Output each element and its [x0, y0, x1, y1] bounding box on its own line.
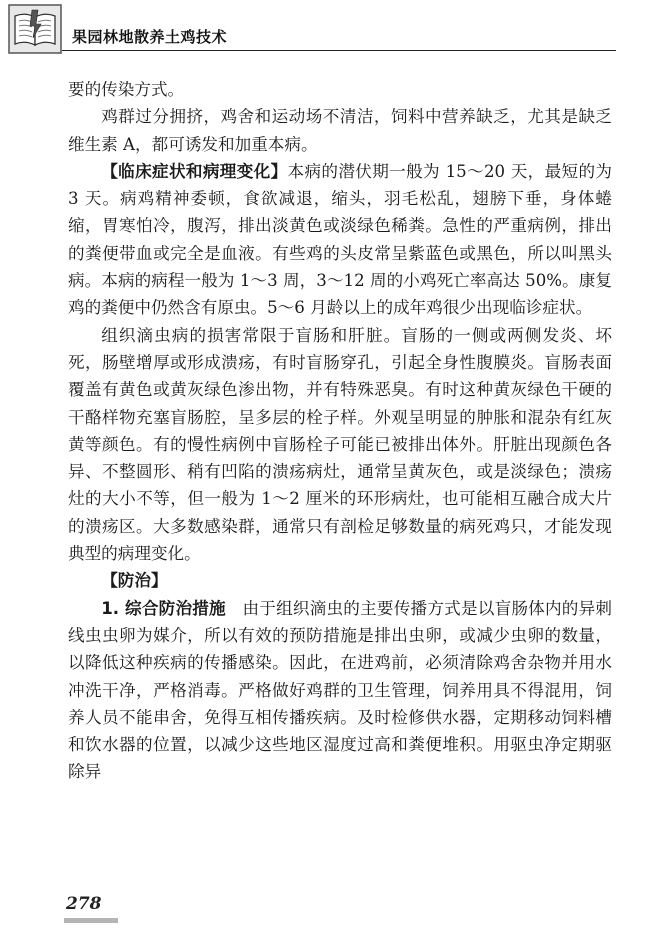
- header-divider: [62, 50, 616, 51]
- running-header-title: 果园林地散养土鸡技术: [72, 28, 228, 46]
- paragraph-5: [68, 567, 612, 594]
- paragraph-3-text: 本病的潜伏期一般为 15～20 天，最短的为 3 天。病鸡精神委顿，食欲减退，缩头，羽毛松乱，翅膀下垂，身体蜷缩，胃寒怕冷，腹泻，排出淡黄色或淡绿色稀粪。急性的严重病例，排出的粪便带血或完全是血液。有些鸡的头皮常呈紫蓝色或黑色，所以叫黑头病。本病的病程一般为 1～3 周，3～12 周的小鸡死亡率高达 50%。康复鸡的粪便中仍然含有原虫。5～6 月龄以上的成年鸡很少出现临诊症状。: [68, 161, 613, 318]
- open-book-icon: [8, 4, 62, 54]
- paragraph-4: 组织滴虫病的损害常限于盲肠和肝脏。盲肠的一侧或两侧发炎、坏死，肠壁增厚或形成溃疡，有时盲肠穿孔，引起全身性腹膜炎。盲肠表面覆盖有黄色或黄灰绿色渗出物，并有特殊恶臭。有时这种黄灰绿色干硬的干酪样物充塞盲肠腔，呈多层的栓子样。外观呈明显的肿胀和混杂有红灰黄等颜色。有的慢性病例中盲肠栓子可能已被排出体外。肝脏出现颜色各异、不整圆形、稍有凹陷的溃疡病灶，通常呈黄灰色，或是淡绿色；溃疡灶的大小不等，但一般为 1～2 厘米的环形病灶，也可能相互融合成大片的溃疡区。大多数感染群，通常只有剖检足够数量的病死鸡只，才能发现典型的病理变化。: [68, 325, 612, 564]
- subheading-measures: 1. 综合防治措施: [101, 598, 226, 618]
- paragraph-1: 要的传染方式。: [68, 80, 185, 99]
- paragraph-6-text: 由于组织滴虫的主要传播方式是以盲肠体内的异刺线虫虫卵为媒介，所以有效的预防措施是排出虫卵，或减少虫卵的数量，以降低这种疾病的传播感染。因此，在进鸡前，必须清除鸡舍杂物并用水冲洗干净，严格消毒。严格做好鸡群的卫生管理，饲养用具不得混用，饲养人员不能串舍，免得互相传播疾病。及时检修供水器，定期移动饲料槽和饮水器的位置，以减少这些地区湿度过高和粪便堆积。用驱虫净定期驱除异: [68, 598, 612, 782]
- section-heading-prevention: 【防治】: [101, 571, 168, 591]
- page-body: [68, 76, 612, 786]
- paragraph-2: 鸡群过分拥挤，鸡舍和运动场不清洁，饲料中营养缺乏，尤其是缺乏维生素 A，都可诱发和加重本病。: [68, 107, 612, 154]
- page-number: 278: [66, 894, 102, 914]
- page-number-underline: [64, 918, 118, 923]
- page-header: [0, 0, 660, 62]
- section-heading-clinical: 【临床症状和病理变化】: [101, 161, 288, 181]
- paragraph-6: [68, 595, 612, 786]
- paragraph-3: [68, 158, 612, 322]
